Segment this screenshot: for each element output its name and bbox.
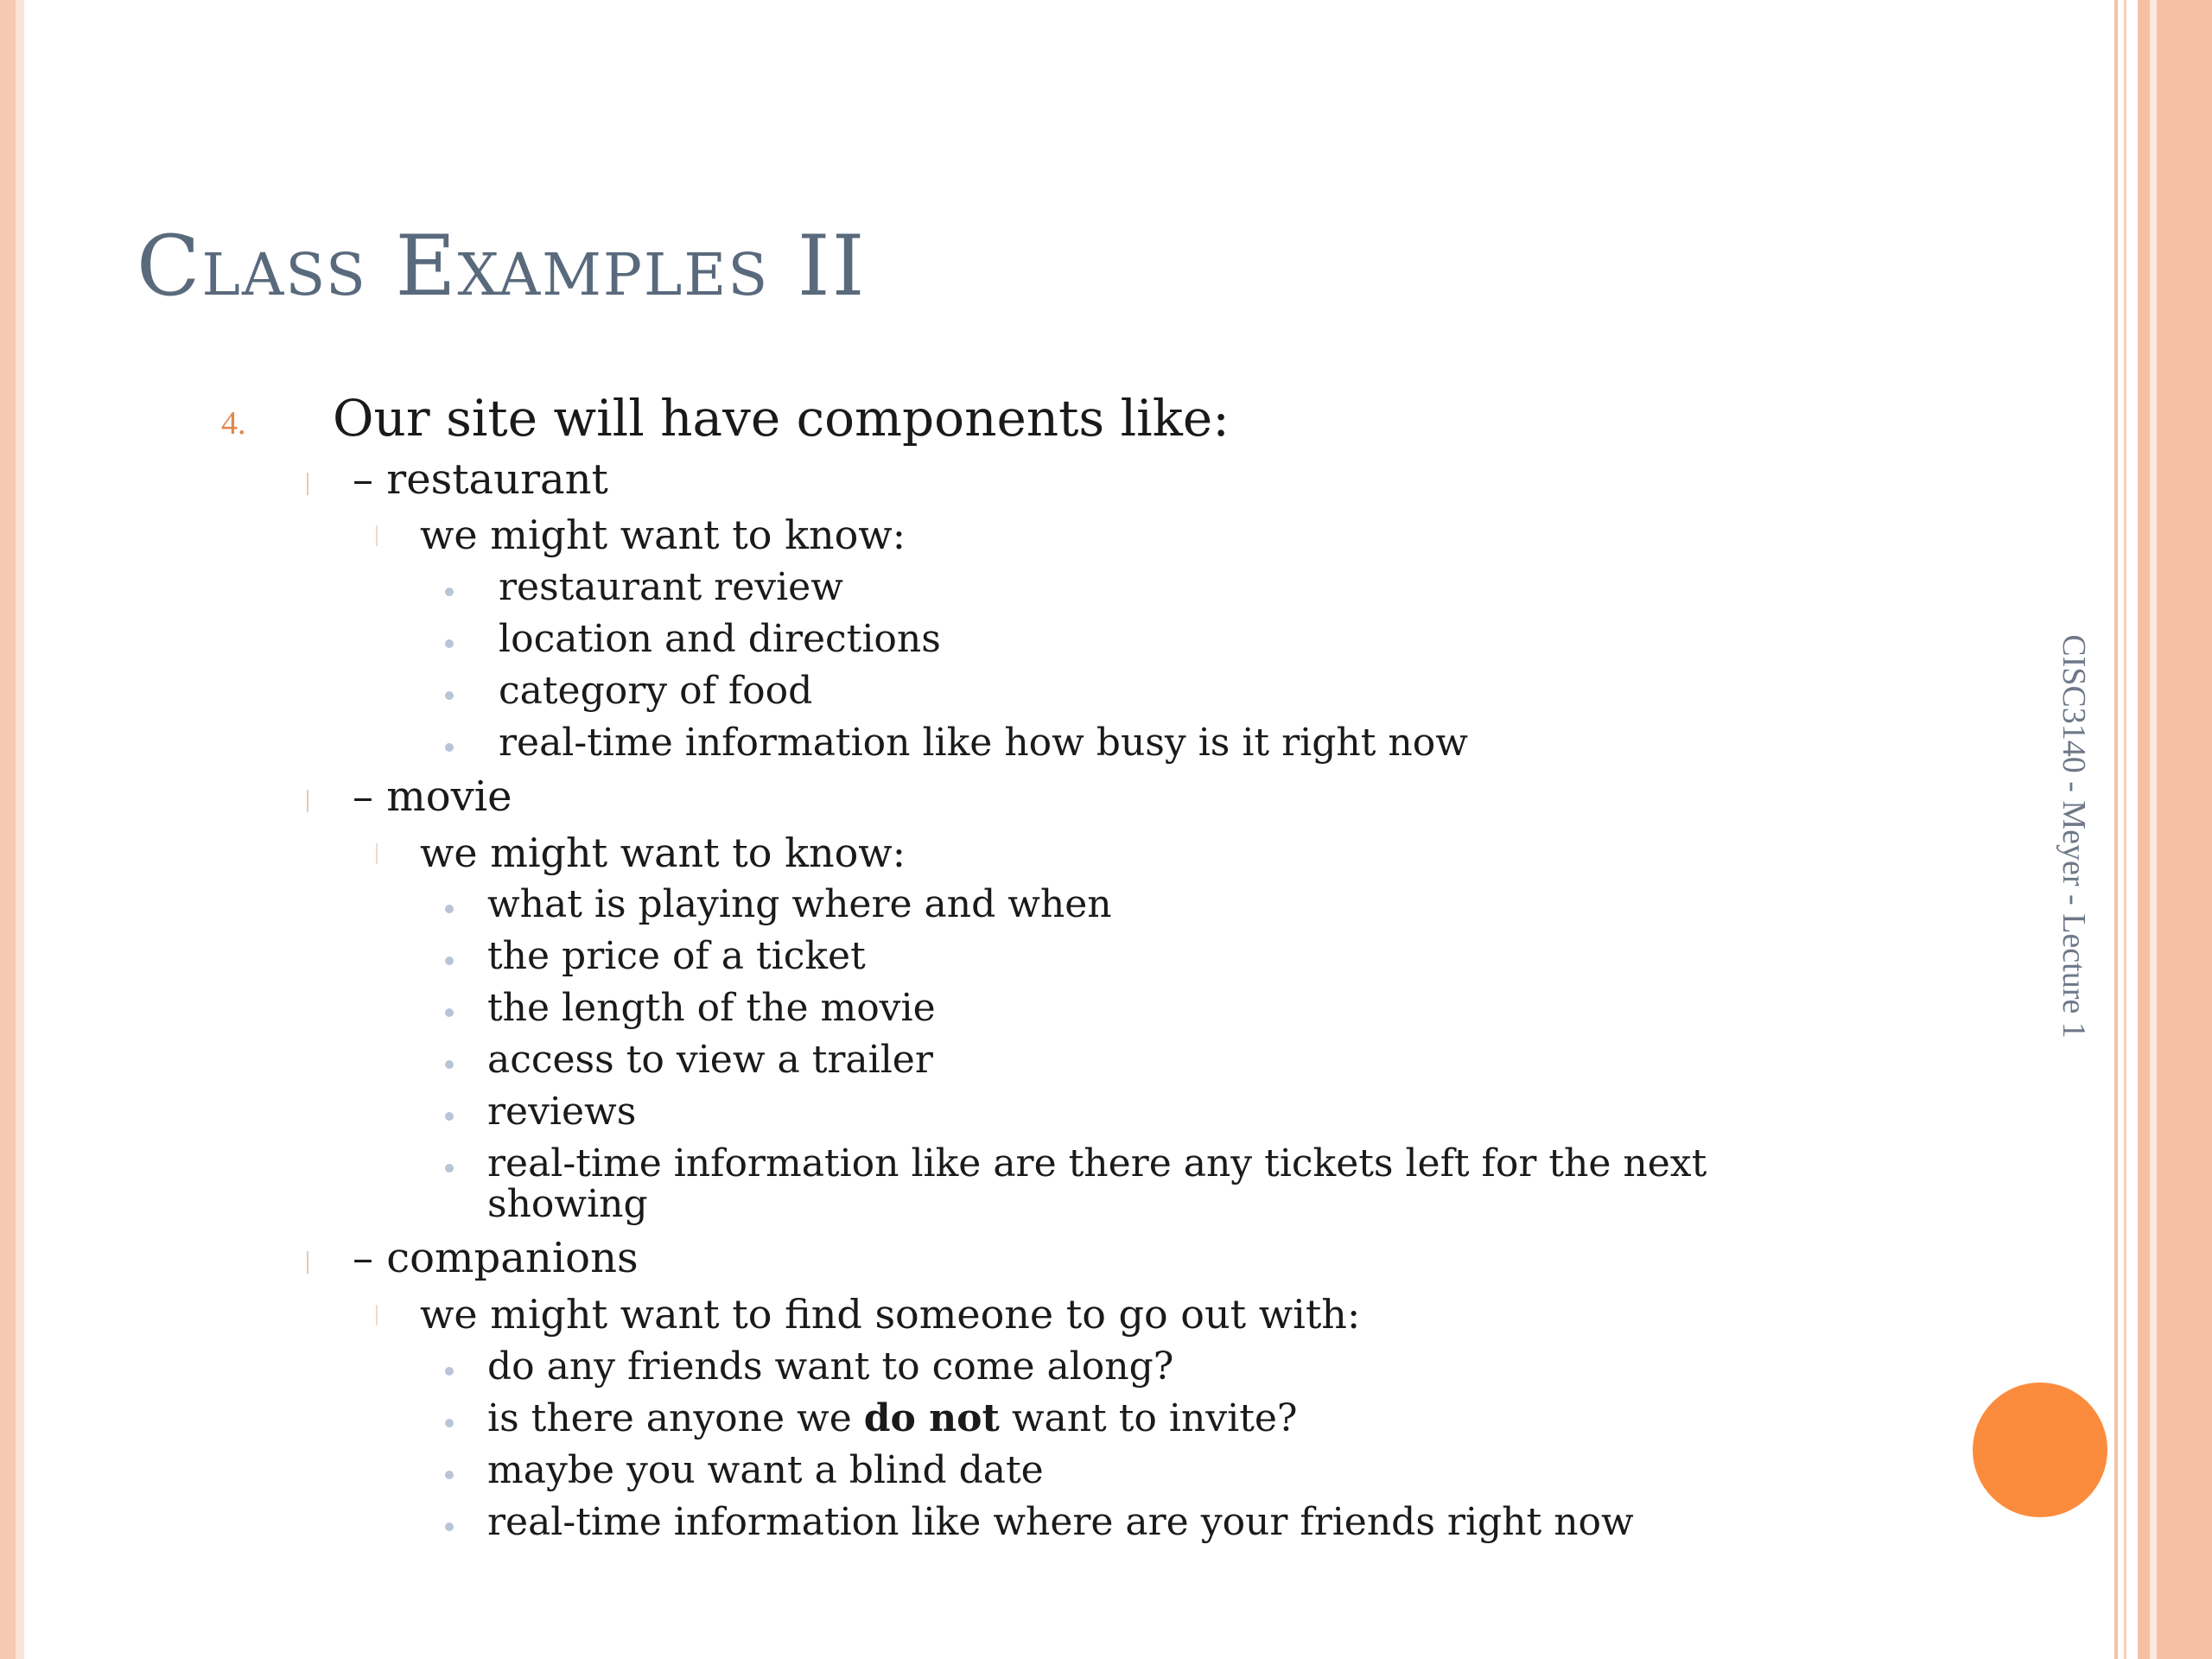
section-label-restaurant: – restaurant xyxy=(353,455,608,504)
left-border-stripe xyxy=(0,0,16,1659)
list-item: location and directions xyxy=(499,617,941,661)
list-item: reviews xyxy=(487,1090,637,1134)
list-item-continuation: showing xyxy=(487,1182,648,1226)
right-border-line xyxy=(2114,0,2118,1659)
list-item: do any friends want to come along? xyxy=(487,1344,1174,1389)
list-item xyxy=(487,1396,1298,1440)
text-fragment: is there anyone we xyxy=(487,1396,864,1440)
bullet-dot xyxy=(445,905,454,913)
bullet-dot xyxy=(445,957,454,965)
list-item: the length of the movie xyxy=(487,986,936,1030)
footer-vertical-text: CISC3140 - Meyer - Lecture 1 xyxy=(2056,634,2092,1039)
right-border-line xyxy=(2124,0,2126,1659)
bullet-dot xyxy=(445,639,454,648)
list-item: restaurant review xyxy=(499,565,843,609)
section-subheading: we might want to know: xyxy=(420,830,906,876)
bullet-dot xyxy=(445,1164,454,1173)
item-number: 4. xyxy=(221,405,246,442)
right-border-band-light xyxy=(2150,0,2157,1659)
bullet-dot xyxy=(445,1060,454,1069)
level2-marker xyxy=(376,525,378,546)
bullet-dot xyxy=(445,691,454,700)
level1-marker xyxy=(307,1251,308,1274)
list-item: real-time information like are there any tickets left for the next xyxy=(487,1141,1707,1185)
list-item: access to view a trailer xyxy=(487,1038,933,1082)
bullet-dot xyxy=(445,1112,454,1121)
bullet-dot xyxy=(445,1008,454,1017)
item-heading: Our site will have components like: xyxy=(333,389,1230,448)
level1-marker xyxy=(307,473,308,495)
list-item: category of food xyxy=(499,669,813,713)
section-label-companions: – companions xyxy=(353,1234,639,1282)
slide-title: Class Examples II xyxy=(137,218,867,315)
bullet-dot xyxy=(445,1367,454,1376)
list-item: real-time information like how busy is it right now xyxy=(499,721,1468,765)
bullet-dot xyxy=(445,588,454,596)
section-label-movie: – movie xyxy=(353,772,512,821)
bullet-dot xyxy=(445,1471,454,1479)
list-item: real-time information like where are your friends right now xyxy=(487,1500,1634,1544)
section-subheading: we might want to find someone to go out with: xyxy=(420,1291,1361,1338)
section-subheading: we might want to know: xyxy=(420,512,906,558)
bullet-dot xyxy=(445,1419,454,1427)
list-item: the price of a ticket xyxy=(487,934,866,978)
list-item: maybe you want a blind date xyxy=(487,1448,1044,1492)
level1-marker xyxy=(307,790,308,812)
decorative-orange-circle xyxy=(1973,1382,2107,1517)
left-border-stripe-light xyxy=(16,0,24,1659)
emphasis-text: do not xyxy=(863,1396,1000,1440)
list-item: what is playing where and when xyxy=(487,882,1112,926)
bullet-dot xyxy=(445,1522,454,1531)
level2-marker xyxy=(376,1305,378,1325)
text-fragment: want to invite? xyxy=(999,1396,1298,1440)
level2-marker xyxy=(376,843,378,864)
right-border-band xyxy=(2157,0,2212,1659)
right-border-band xyxy=(2138,0,2150,1659)
bullet-dot xyxy=(445,743,454,752)
